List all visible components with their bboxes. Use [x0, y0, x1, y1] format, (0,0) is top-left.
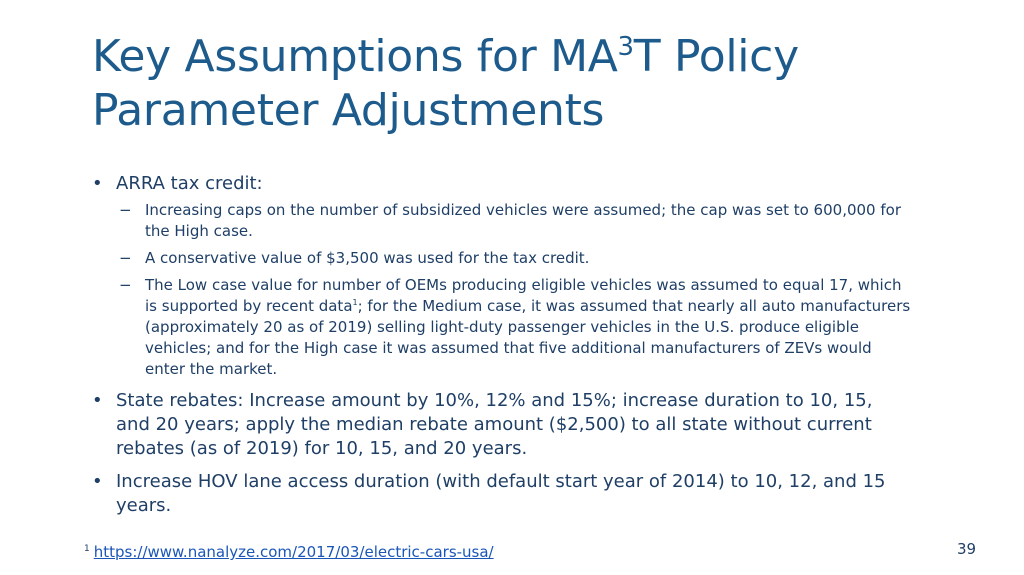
page-number: 39	[957, 540, 977, 558]
slide-title	[92, 30, 952, 138]
footnote-link[interactable]: https://www.nanalyze.com/2017/03/electric-cars-usa/	[93, 543, 494, 561]
footnote-reference: 1	[352, 298, 358, 307]
dash-marker: −	[119, 276, 132, 294]
dash-marker: −	[119, 201, 132, 219]
bullet-state-rebates	[92, 389, 912, 461]
dash-marker: −	[119, 249, 132, 267]
bullet-text: State rebates: Increase amount by 10%, 12% and 15%; increase duration to 10, 15, and 20 years; apply the median rebate amount ($2,500) to all state without current rebates (as of 2019) for 10, 15, and 20 years.	[116, 390, 873, 459]
bullet-marker: •	[92, 471, 103, 492]
bullet-marker: •	[92, 390, 103, 411]
bullet-marker: •	[92, 173, 103, 194]
footnote-number: 1	[84, 544, 90, 554]
bullet-text: ARRA tax credit:	[116, 173, 263, 194]
sub-bullet-list	[116, 200, 912, 380]
title-text-part1: Key Assumptions for MA	[92, 31, 618, 82]
bullet-text: Increase HOV lane access duration (with default start year of 2014) to 10, 12, and 15 years.	[116, 471, 886, 516]
sub-bullet-tax-credit-value	[116, 248, 912, 269]
footnote	[84, 539, 494, 562]
slide-body	[92, 172, 912, 527]
bullet-hov-lane	[92, 470, 912, 518]
sub-bullet-text: Increasing caps on the number of subsidized vehicles were assumed; the cap was set to 600,000 for the High case.	[145, 201, 901, 240]
title-superscript: 3	[617, 32, 634, 62]
title-text-part2: T Policy	[633, 31, 799, 82]
sub-bullet-text: A conservative value of $3,500 was used for the tax credit.	[145, 249, 590, 267]
sub-bullet-caps	[116, 200, 912, 242]
title-text-line2: Parameter Adjustments	[92, 85, 605, 136]
sub-bullet-text-before: The Low case value for number of OEMs producing eligible vehicles was assumed to equal 17, which is supported by recent data	[145, 276, 902, 315]
sub-bullet-text-after: ; for the Medium case, it was assumed that nearly all auto manufacturers (approximately 20 as of 2019) selling light-duty passenger vehicles in the U.S. produce eligible vehicles; and for the High case it was assumed that five additional manufacturers of ZEVs would enter the market.	[145, 297, 911, 378]
sub-bullet-oem-count	[116, 275, 912, 380]
bullet-arra-tax-credit	[92, 172, 912, 380]
